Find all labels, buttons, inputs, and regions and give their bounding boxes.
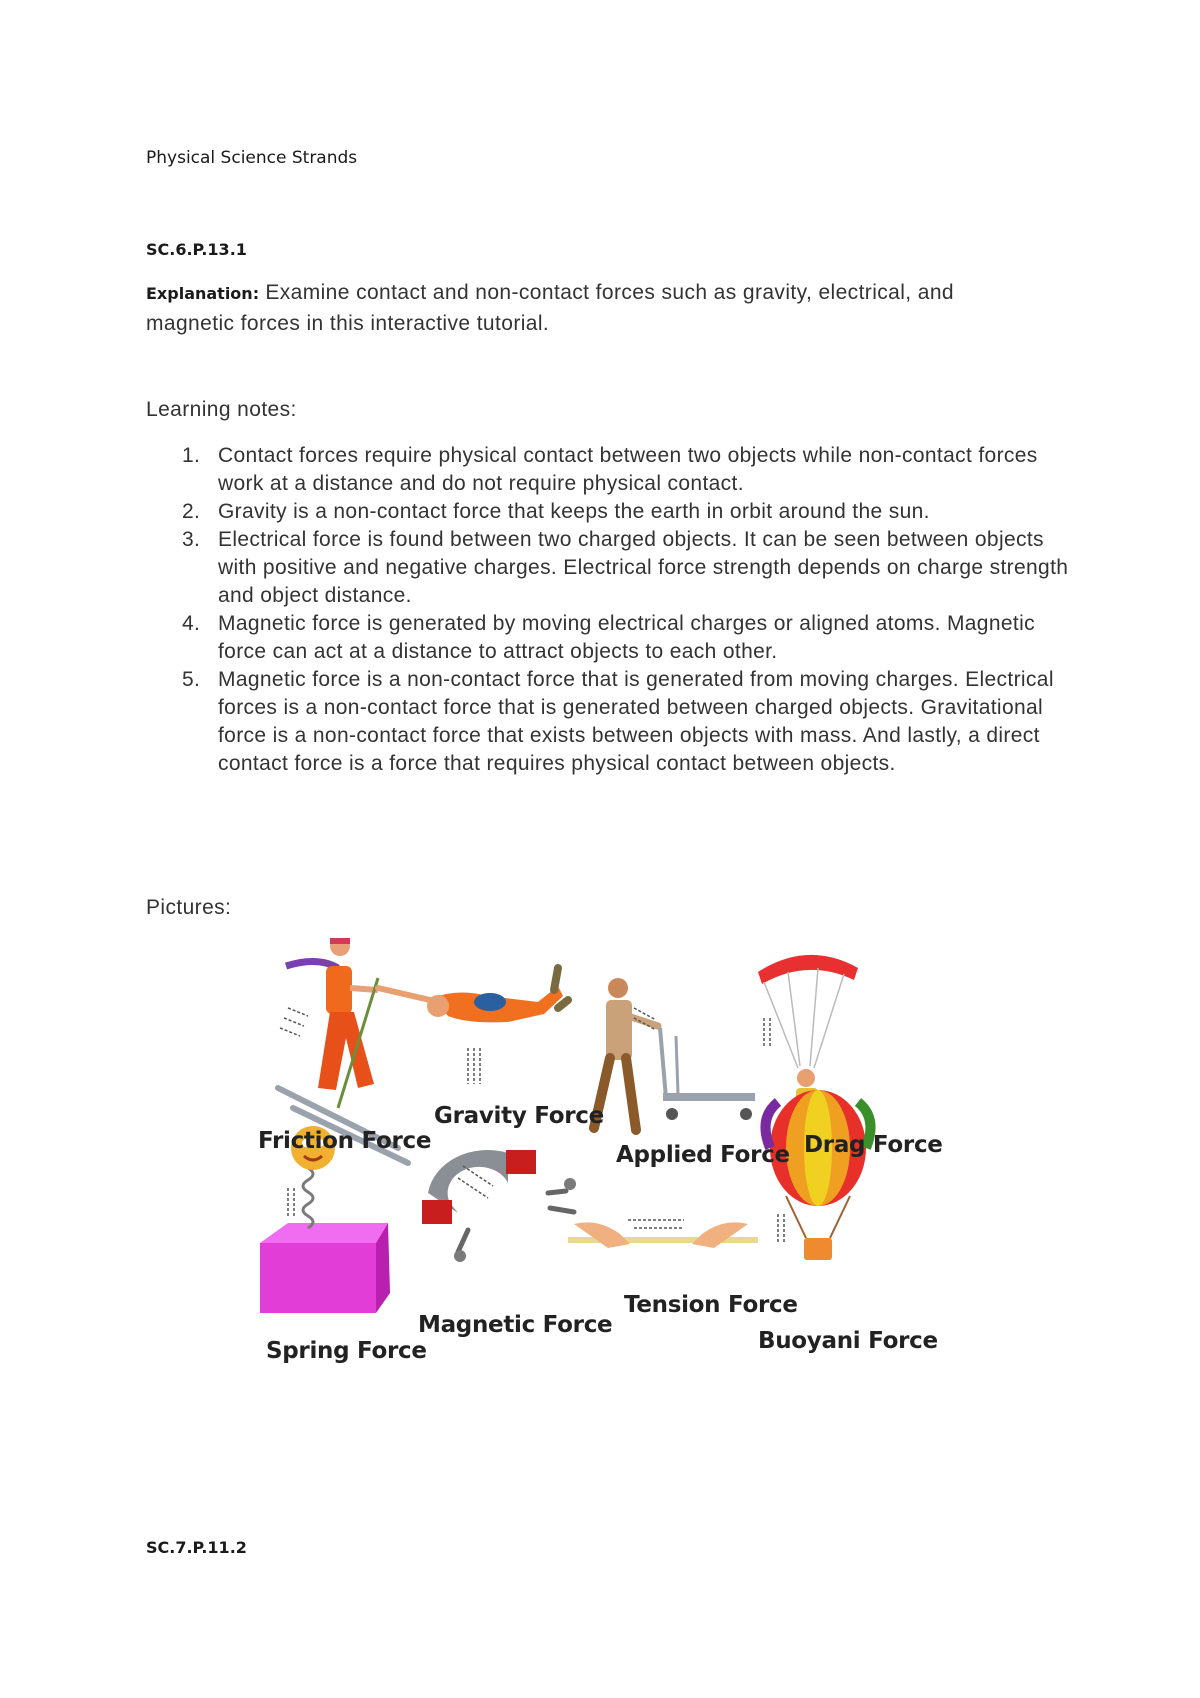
learning-notes-list bbox=[146, 442, 1076, 778]
gravity-force-label: Gravity Force bbox=[434, 1103, 604, 1129]
magnet-figure bbox=[422, 1150, 576, 1262]
list-text: Magnetic force is generated by moving electrical charges or aligned atoms. Magnetic force can act at a distance to attract objects to each other. bbox=[218, 612, 1035, 663]
learning-notes-label: Learning notes: bbox=[146, 398, 297, 421]
list-number: 5. bbox=[182, 668, 201, 691]
section-code: SC.6.P.13.1 bbox=[146, 240, 247, 259]
list-text: Electrical force is found between two charged objects. It can be seen between objects with positive and negative charges. Electrical force strength depends on charge strength and object distance. bbox=[218, 528, 1069, 607]
next-section-code: SC.7.P.11.2 bbox=[146, 1538, 247, 1557]
explanation-text: Examine contact and non-contact forces such as gravity, electrical, and magnetic forces in this interactive tutorial. bbox=[146, 281, 955, 335]
list-number: 4. bbox=[182, 612, 201, 635]
rope-pull-figure bbox=[568, 1220, 758, 1248]
drag-force-label: Drag Force bbox=[804, 1132, 943, 1158]
explanation-label: Explanation: bbox=[146, 284, 260, 303]
list-text: Gravity is a non-contact force that keeps the earth in orbit around the sun. bbox=[218, 500, 930, 523]
list-item bbox=[146, 526, 1076, 610]
forces-illustration bbox=[258, 938, 958, 1388]
list-item bbox=[146, 610, 1076, 666]
list-number: 3. bbox=[182, 528, 201, 551]
balloon-figure bbox=[766, 1090, 871, 1260]
applied-force-label: Applied Force bbox=[616, 1142, 790, 1168]
tension-force-label: Tension Force bbox=[624, 1292, 798, 1318]
document-title: Physical Science Strands bbox=[146, 148, 358, 168]
list-number: 1. bbox=[182, 444, 201, 467]
pictures-label: Pictures: bbox=[146, 896, 232, 919]
friction-force-label: Friction Force bbox=[258, 1128, 432, 1154]
list-number: 2. bbox=[182, 500, 201, 523]
cart-pusher-figure bbox=[594, 978, 755, 1130]
spring-force-label: Spring Force bbox=[266, 1338, 427, 1364]
list-item bbox=[146, 498, 1076, 526]
list-text: Magnetic force is a non-contact force that is generated from moving charges. Electrical forces is a non-contact force that is generated between charged objects. Gravitational force is a non-contact force that exists between objects with mass. And lastly, a direct contact force is a force that requires physical contact between objects. bbox=[218, 668, 1054, 775]
list-text: Contact forces require physical contact between two objects while non-contact forces work at a distance and do not require physical contact. bbox=[218, 444, 1038, 495]
buoyant-force-label: Buoyani Force bbox=[758, 1328, 938, 1354]
spring-box-figure bbox=[260, 1126, 390, 1313]
explanation-paragraph bbox=[146, 278, 1046, 339]
magnetic-force-label: Magnetic Force bbox=[418, 1312, 613, 1338]
list-item bbox=[146, 666, 1076, 778]
skydiver-figure bbox=[378, 968, 568, 1084]
list-item bbox=[146, 442, 1076, 498]
